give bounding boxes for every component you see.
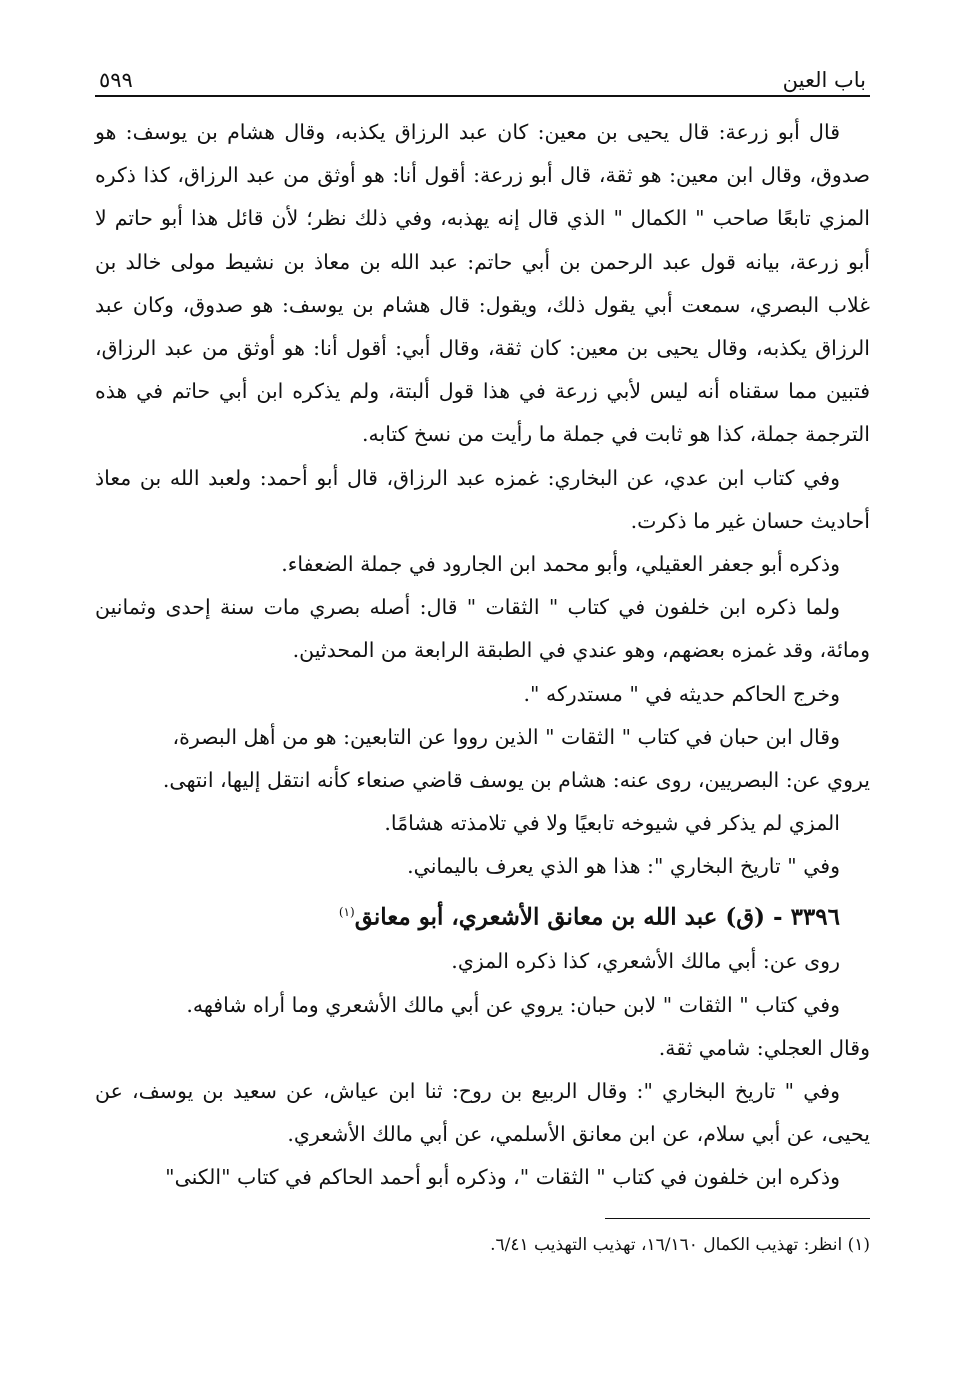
running-header: [95, 56, 870, 92]
paragraph: ولما ذكره ابن خلفون في كتاب " الثقات " قال: أصله بصري مات سنة إحدى وثمانين ومائة، وقد غمزه بعضهم، وهو عندي في الطبقة الرابعة من المحدثين.: [95, 595, 870, 663]
paragraph: وقال العجلي: شامي ثقة.: [658, 1035, 870, 1060]
footnote-marker: (١): [338, 904, 355, 919]
footnote-rule: [605, 1218, 870, 1219]
entry-heading-text: ٣٣٩٦ - (ق) عبد الله بن معانق الأشعري، أبو معانق: [354, 903, 840, 931]
chapter-title: باب العين: [782, 68, 866, 92]
main-text: [95, 111, 870, 1200]
paragraph: المزي لم يذكر في شيوخه تابعيًا ولا في تلامذته هشامًا.: [384, 811, 840, 836]
paragraph: وفي كتاب ابن عدي، عن البخاري: غمزه عبد الرزاق، قال أبو أحمد: ولعبد الله بن معاذ أحاديث حسان غير ما ذكرت.: [95, 465, 870, 533]
book-page: [95, 56, 870, 1257]
paragraph: روى عن: أبي مالك الأشعري، كذا ذكره المزي.: [451, 949, 840, 974]
page-number: ٥٩٩: [99, 68, 133, 92]
paragraph: قال أبو زرعة: قال يحيى بن معين: كان عبد الرزاق يكذبه، وقال هشام بن يوسف: هو صدوق، وقال ابن معين: هو ثقة، قال أبو زرعة: أقول أنا: هو أوثق من عبد الرزاق، كذا ذكره المزي تابعًا صاحب " الكمال " الذي قال إنه يهذبه، وفي ذلك نظر؛ لأن قائل هذا أبو حاتم لا أبو زرعة، بيانه قول عبد الرحمن بن أبي حاتم: عبد الله بن معاذ بن نشيط مولى خالد بن غلاب البصري، سمعت أبي يقول ذلك، ويقول: قال هشام بن يوسف: هو صدوق، وكان عبد الرزاق يكذبه، وقال يحيى بن معين: كان ثقة، وقال أبي: أقول أنا: هو أوثق من عبد الرزاق، فتبين مما سقناه أنه ليس لأبي زرعة في هذا قول ألبتة، ولم يذكره ابن أبي حاتم في هذه الترجمة جملة، كذا هو ثابت في جملة ما رأيت من نسخ كتابه.: [95, 120, 870, 447]
paragraph: يروي عن: البصريين، روى عنه: هشام بن يوسف قاضي صنعاء كأنه انتقل إليها، انتهى.: [162, 768, 870, 793]
entry-heading: [95, 889, 870, 941]
paragraph: وخرج الحاكم حديثه في " مستدركه ".: [523, 681, 840, 706]
paragraph: وقال ابن حبان في كتاب " الثقات " الذين رووا عن التابعين: هو من أهل البصرة،: [172, 724, 840, 749]
paragraph: وفي كتاب " الثقات " لابن حبان: يروي عن أبي مالك الأشعري وما أراه شافهه.: [186, 992, 840, 1017]
footnote: (١) انظر: تهذيب الكمال ١٦/١٦٠، تهذيب التهذيب ٦/٤١.: [490, 1234, 870, 1255]
header-rule: [95, 95, 870, 97]
paragraph: وذكره ابن خلفون في كتاب " الثقات "، وذكره أبو أحمد الحاكم في كتاب "الكنى": [165, 1165, 840, 1190]
paragraph: وذكره أبو جعفر العقيلي، وأبو محمد ابن الجارود في جملة الضعفاء.: [281, 552, 840, 577]
paragraph: وفي " تاريخ البخاري ": هذا هو الذي يعرف باليماني.: [407, 854, 840, 879]
paragraph: وفي " تاريخ البخاري ": وقال الربيع بن روح: ثنا ابن عياش، عن سعيد بن يوسف، عن يحيى، عن أبي سلام، عن ابن معانق الأسلمي، عن أبي مالك الأشعري.: [95, 1078, 870, 1147]
